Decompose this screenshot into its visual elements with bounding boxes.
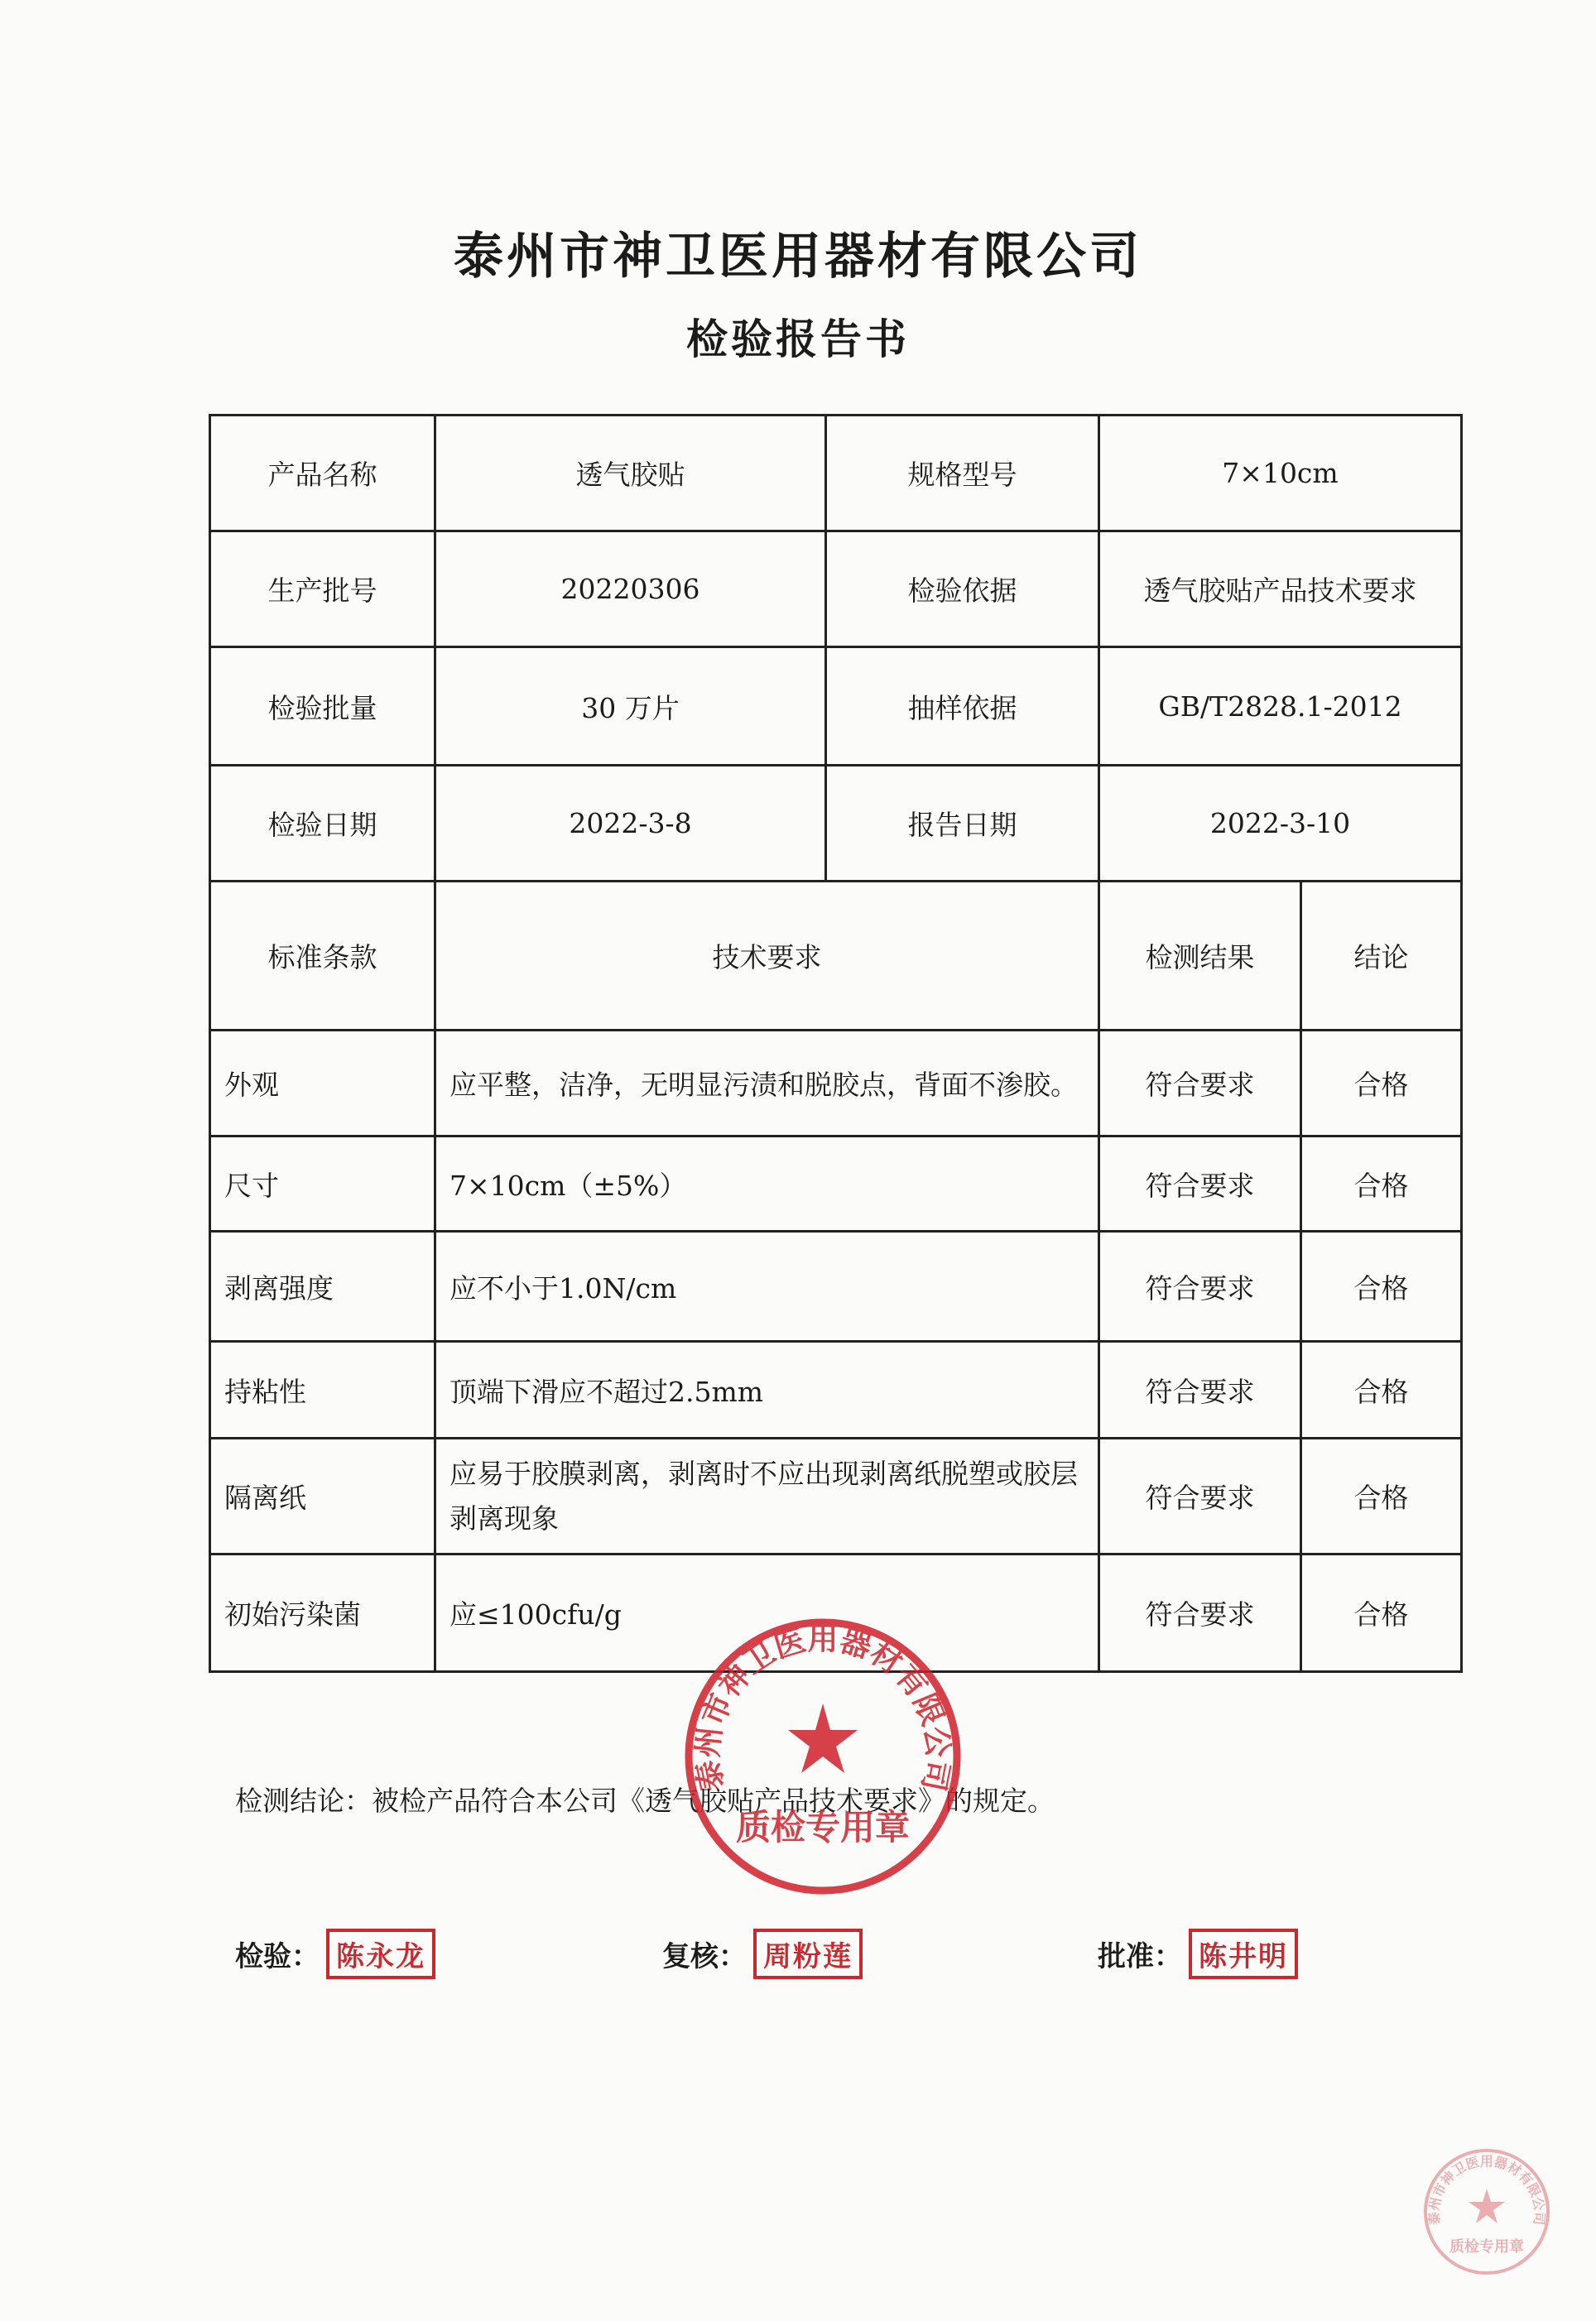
item-result: 符合要求 [1099, 1342, 1301, 1439]
product-name-label: 产品名称 [210, 416, 435, 531]
item-result: 符合要求 [1099, 1555, 1301, 1672]
corner-seal [1421, 2146, 1553, 2278]
result-header: 检测结果 [1099, 882, 1301, 1031]
product-name-value: 透气胶贴 [435, 416, 826, 531]
item-result: 符合要求 [1099, 1232, 1301, 1342]
seal-center-text: 质检专用章 [735, 1807, 911, 1848]
report-table [209, 414, 1463, 1673]
item-requirement: 应易于胶膜剥离，剥离时不应出现剥离纸脱塑或胶层剥离现象 [435, 1439, 1099, 1555]
item-clause: 隔离纸 [210, 1439, 435, 1555]
seal-ring-text: 泰州市神卫医用器材有限公司 [689, 1621, 957, 1795]
report-title: 检验报告书 [686, 315, 910, 363]
items-header-row [210, 882, 1462, 1031]
item-verdict: 合格 [1301, 1555, 1462, 1672]
item-clause: 持粘性 [210, 1342, 435, 1439]
signature-review [662, 1929, 863, 1979]
basis-label: 检验依据 [826, 531, 1099, 647]
item-verdict: 合格 [1301, 1031, 1462, 1136]
item-clause: 外观 [210, 1031, 435, 1136]
company-name: 泰州市神卫医用器材有限公司 [454, 228, 1142, 286]
approve-signature-stamp: 陈井明 [1189, 1929, 1298, 1979]
batch-value: 20220306 [435, 531, 826, 647]
seal-star-icon [788, 1704, 858, 1773]
approve-label: 批准： [1098, 1940, 1182, 1973]
table-row [210, 1342, 1462, 1439]
item-verdict: 合格 [1301, 1136, 1462, 1232]
table-row [210, 1439, 1462, 1555]
row-qty [210, 647, 1462, 766]
inspect-signature-stamp: 陈永龙 [326, 1929, 435, 1979]
spec-label: 规格型号 [826, 416, 1099, 531]
item-verdict: 合格 [1301, 1342, 1462, 1439]
item-result: 符合要求 [1099, 1439, 1301, 1555]
item-requirement: 应不小于1.0N/cm [435, 1232, 1099, 1342]
table-row [210, 1136, 1462, 1232]
corner-seal-center-text: 质检专用章 [1449, 2238, 1524, 2256]
item-requirement: 顶端下滑应不超过2.5mm [435, 1342, 1099, 1439]
qty-label: 检验批量 [210, 647, 435, 766]
inspection-conclusion: 检测结论：被检产品符合本公司《透气胶贴产品技术要求》的规定。 [235, 1785, 1055, 1817]
review-signature-stamp: 周粉莲 [753, 1929, 863, 1979]
inspection-seal [680, 1614, 965, 1899]
item-clause: 剥离强度 [210, 1232, 435, 1342]
item-clause: 初始污染菌 [210, 1555, 435, 1672]
basis-value: 透气胶贴产品技术要求 [1099, 531, 1462, 647]
verdict-header: 结论 [1301, 882, 1462, 1031]
signature-inspect [235, 1929, 435, 1979]
row-batch [210, 531, 1462, 647]
table-row [210, 1232, 1462, 1342]
review-label: 复核： [662, 1940, 747, 1973]
spec-value: 7×10cm [1099, 416, 1462, 531]
item-result: 符合要求 [1099, 1136, 1301, 1232]
item-clause: 尺寸 [210, 1136, 435, 1232]
corner-seal-star-icon [1469, 2189, 1505, 2223]
requirement-header: 技术要求 [435, 882, 1099, 1031]
item-verdict: 合格 [1301, 1439, 1462, 1555]
inspect-label: 检验： [235, 1940, 320, 1973]
batch-label: 生产批号 [210, 531, 435, 647]
signature-approve [1098, 1929, 1298, 1979]
item-result: 符合要求 [1099, 1031, 1301, 1136]
item-requirement: 7×10cm（±5%） [435, 1136, 1099, 1232]
item-requirement: 应平整，洁净，无明显污渍和脱胶点，背面不渗胶。 [435, 1031, 1099, 1136]
corner-seal-ring-text: 泰州市神卫医用器材有限公司 [1425, 2153, 1548, 2226]
row-dates [210, 766, 1462, 882]
qty-value: 30 万片 [435, 647, 826, 766]
test-date-value: 2022-3-8 [435, 766, 826, 882]
item-verdict: 合格 [1301, 1232, 1462, 1342]
report-date-value: 2022-3-10 [1099, 766, 1462, 882]
sampling-label: 抽样依据 [826, 647, 1099, 766]
clause-header: 标准条款 [210, 882, 435, 1031]
table-row [210, 1031, 1462, 1136]
report-date-label: 报告日期 [826, 766, 1099, 882]
item-requirement: 应≤100cfu/g [435, 1555, 1099, 1672]
row-product [210, 416, 1462, 531]
test-date-label: 检验日期 [210, 766, 435, 882]
sampling-value: GB/T2828.1-2012 [1099, 647, 1462, 766]
